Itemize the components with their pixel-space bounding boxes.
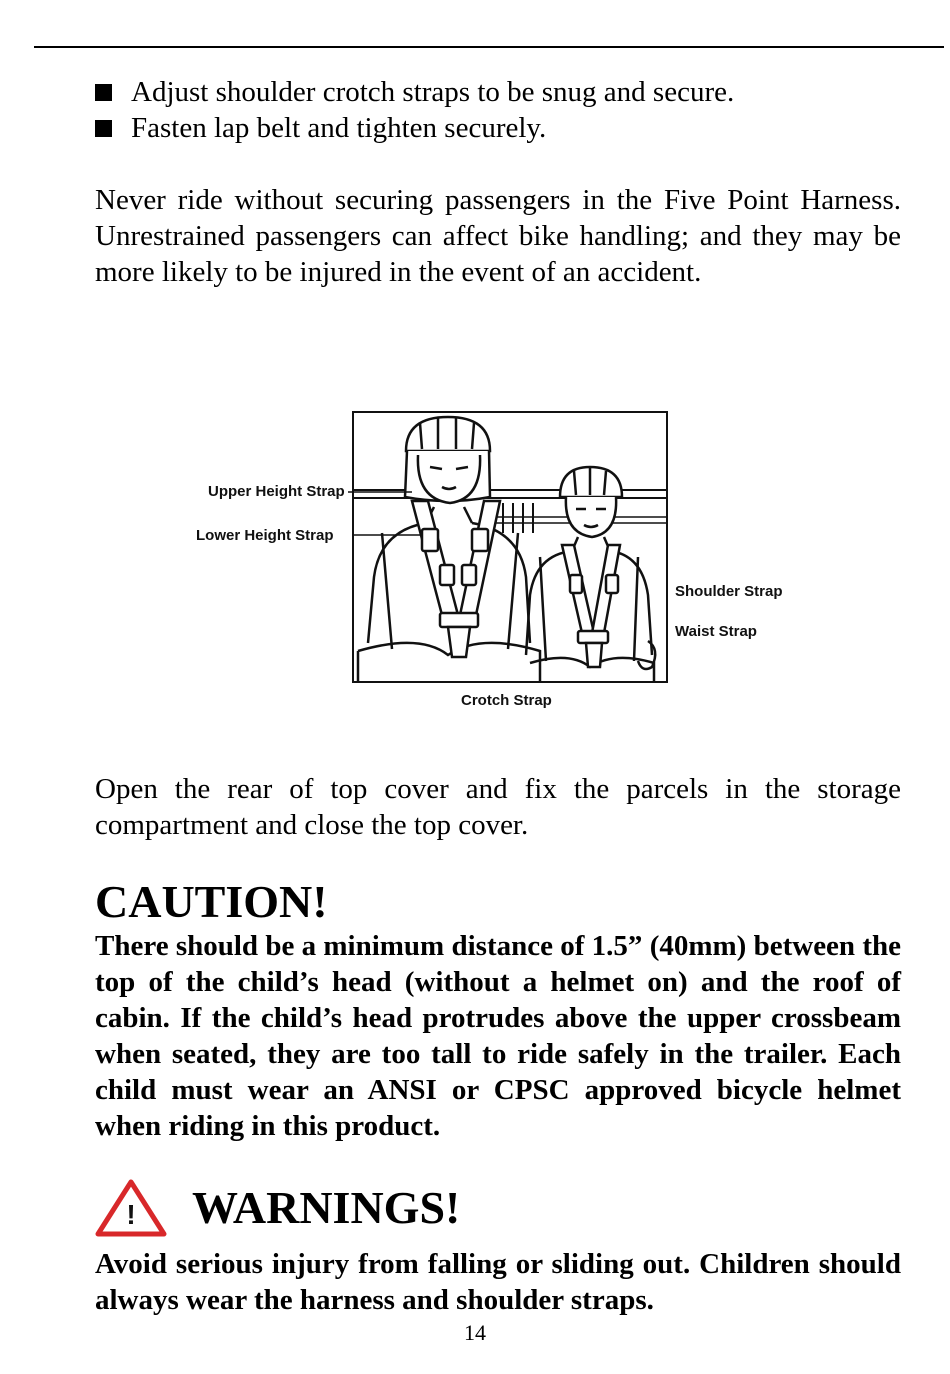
- label-crotch-strap: Crotch Strap: [461, 692, 552, 709]
- bullet-list: [95, 74, 905, 146]
- bullet-text: Fasten lap belt and tighten securely.: [131, 112, 547, 144]
- caution-text: There should be a minimum distance of 1.5” (40mm) between the top of the child’s head (without a helmet on) and the roof of cabin. If the child’s head protrudes above the upper crossbeam when seated, they are too tall to ride safely in the trailer. Each child must wear an ANSI or CPSC approved bicycle helmet when riding in this product.: [95, 930, 901, 1142]
- harness-diagram: [190, 405, 810, 745]
- warnings-heading: WARNINGS!: [192, 1182, 461, 1233]
- warnings-text: Avoid serious injury from falling or sliding out. Children should always wear the harness and shoulder straps.: [95, 1248, 901, 1316]
- header-rule: [34, 46, 944, 48]
- warning-triangle-icon: [95, 1178, 167, 1238]
- label-waist-strap: Waist Strap: [675, 623, 757, 640]
- square-bullet-icon: [95, 84, 112, 101]
- page-number: 14: [464, 1320, 486, 1345]
- storage-paragraph: Open the rear of top cover and fix the parcels in the storage compartment and close the top cover.: [95, 773, 901, 841]
- label-shoulder-strap: Shoulder Strap: [675, 583, 783, 600]
- bullet-item: [95, 74, 905, 110]
- label-lower-height-strap: Lower Height Strap: [196, 527, 334, 544]
- harness-illustration: [190, 405, 810, 745]
- caution-heading: CAUTION!: [95, 876, 328, 927]
- label-upper-height-strap: Upper Height Strap: [208, 483, 345, 500]
- bullet-text: Adjust shoulder crotch straps to be snug and secure.: [131, 76, 735, 108]
- harness-paragraph: Never ride without securing passengers in the Five Point Harness. Unrestrained passengers can affect bike handling; and they may be more likely to be injured in the event of an accident.: [95, 184, 901, 288]
- warning-symbol: !: [126, 1199, 136, 1230]
- bullet-item: [95, 110, 905, 146]
- square-bullet-icon: [95, 120, 112, 137]
